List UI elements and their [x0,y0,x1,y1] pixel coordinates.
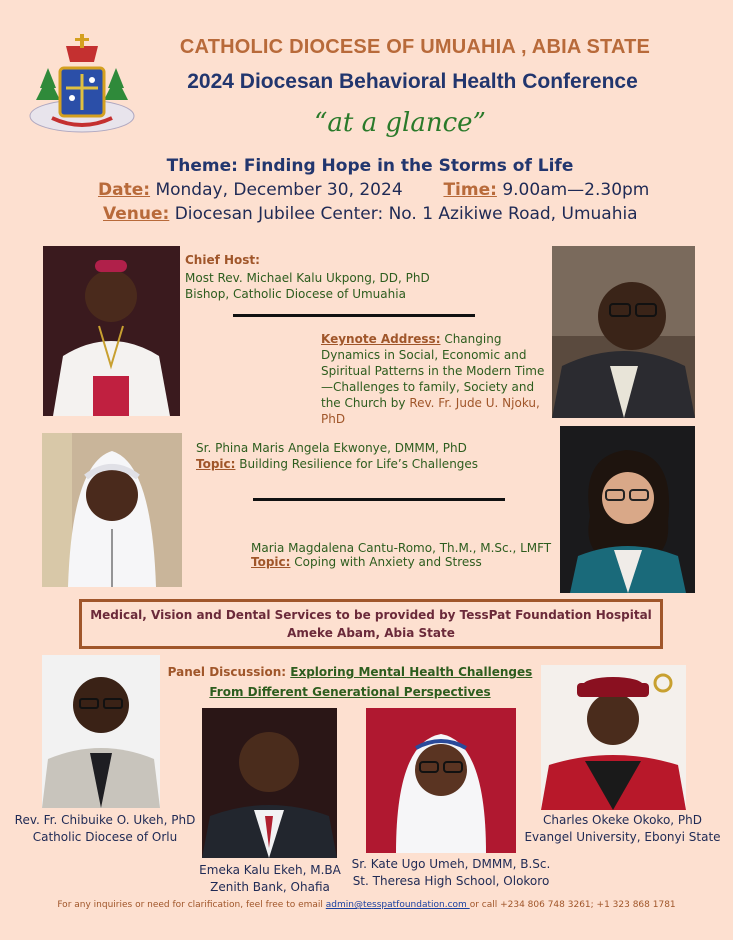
venue-label: Venue: [103,204,170,224]
panelist-umeh-org: St. Theresa High School, Olokoro [352,874,550,888]
tagline: “at a glance” [314,108,486,138]
footer-text-before: For any inquiries or need for clarification, feel free to email [57,900,326,910]
bishop-photo [43,246,180,416]
panel-label: Panel Discussion: [167,665,291,679]
services-text [82,602,660,642]
services-line1: Medical, Vision and Dental Services to be provided by TessPat Foundation Hospital [90,608,652,622]
panelist-ukeh-name: Rev. Fr. Chibuike O. Ukeh, PhD [14,813,196,827]
panelist-okoko-name: Charles Okeke Okoko, PhD [542,813,702,827]
divider-2 [253,498,505,501]
time-label: Time: [443,180,497,200]
chief-host-role: Bishop, Catholic Diocese of Umuahia [185,287,406,301]
panelist-umeh-name: Sr. Kate Ugo Umeh, DMMM, B.Sc. [351,857,551,871]
conference-title: 2024 Diocesan Behavioral Health Conference [187,70,638,93]
chief-host-label: Chief Host: [185,253,260,267]
date-value: Monday, December 30, 2024 [155,180,403,200]
speaker2-topic-label: Topic: [251,555,291,569]
keynote-topic: Changing Dynamics in Social, Economic and Spiritual Patterns in the Modern Time—Challenges to family, Society and the Church by [321,332,545,410]
theme: Theme: Finding Hope in the Storms of Life [166,156,574,176]
panelist-okoko-photo [541,665,686,810]
panelist-okoko-caption [520,812,725,846]
panelist-ekeh-name: Emeka Kalu Ekeh, M.BA [199,863,341,877]
speaker2-name: Maria Magdalena Cantu-Romo, Th.M., M.Sc., LMFT [251,541,552,555]
time-value: 9.00am—2.30pm [502,180,650,200]
footer-email-link[interactable]: admin@tesspatfoundation.com [325,900,470,910]
divider-1 [233,314,475,317]
panelist-ekeh-org: Zenith Bank, Ohafia [210,880,330,894]
date-label: Date: [98,180,151,200]
date-time-line [98,180,649,200]
panelist-umeh-photo [366,708,516,853]
keynote-text [321,331,551,427]
panelist-ukeh-caption [5,812,205,846]
org-title: CATHOLIC DIOCESE OF UMUAHIA , ABIA STATE [179,36,651,58]
services-line2: Ameke Abam, Abia State [287,626,455,640]
panelist-ukeh-photo [42,655,160,808]
sister-phina-photo [42,433,182,587]
panel-title-2: From Different Generational Perspectives [209,685,491,699]
services-box [79,599,663,649]
speaker1-topic-line [196,456,516,472]
speaker2-topic-line [251,554,561,570]
maria-cantu-romo-photo [560,426,695,593]
keynote-label: Keynote Address: [321,332,441,346]
panel-heading [150,662,550,702]
panelist-ekeh-photo [202,708,337,858]
chief-host-name: Most Rev. Michael Kalu Ukpong, DD, PhD [185,271,430,285]
speaker2-topic: Coping with Anxiety and Stress [290,555,482,569]
speaker1-topic-label: Topic: [196,457,236,471]
venue-line [103,204,638,224]
keynote-speaker-photo [552,246,695,418]
speaker1-name: Sr. Phina Maris Angela Ekwonye, DMMM, PhD [196,441,467,455]
panelist-ukeh-org: Catholic Diocese of Orlu [32,830,178,844]
footer-contact [10,900,723,910]
panelist-okoko-org: Evangel University, Ebonyi State [524,830,721,844]
footer-text-after: or call +234 806 748 3261; +1 323 868 1781 [469,900,676,910]
diocese-crest-logo [22,28,142,138]
speaker1-topic: Building Resilience for Life’s Challenges [235,457,479,471]
panelist-umeh-caption [341,856,561,890]
panel-title-1: Exploring Mental Health Challenges [290,665,533,679]
keynote-speaker: Rev. Fr. Jude U. Njoku, PhD [321,396,540,426]
venue-value: Diocesan Jubilee Center: No. 1 Azikiwe Road, Umuahia [174,204,638,224]
